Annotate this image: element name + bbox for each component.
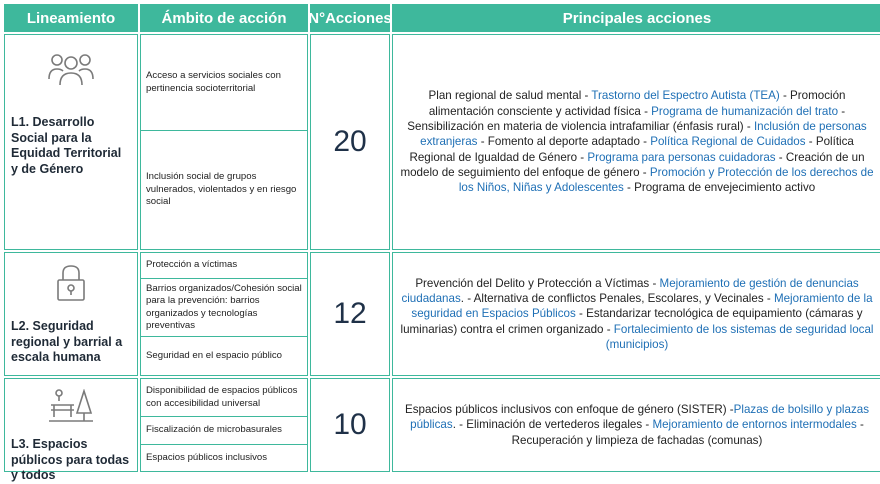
acciones-text — [396, 88, 878, 195]
action-text: Prevención del Delito y Protección a Víctimas - — [415, 276, 660, 290]
action-highlight: Inclusión de personas extranjeras — [420, 120, 867, 149]
n-acciones-l1: 20 — [310, 34, 390, 250]
action-highlight: Programa para personas cuidadoras — [587, 150, 776, 164]
lineamiento-label: L3. Espacios públicos para todas y todos — [11, 437, 130, 483]
ambito-item: Fiscalización de microbasurales — [141, 417, 307, 445]
acciones-cell-l1 — [392, 34, 880, 250]
action-highlight: Fortalecimiento de los sistemas de seguridad local (municipios) — [605, 322, 874, 351]
acciones-cell-l3 — [392, 378, 880, 472]
action-highlight: Plazas de bolsillo y plazas públicas — [410, 403, 869, 432]
people-group-icon — [11, 51, 131, 91]
acciones-text — [396, 276, 878, 352]
n-acciones-l2: 12 — [310, 252, 390, 376]
acciones-cell-l2 — [392, 252, 880, 376]
padlock-icon — [11, 263, 131, 303]
header-n-acciones: N°Acciones — [310, 4, 390, 32]
lineamiento-cell-l3 — [4, 378, 138, 483]
actions-table — [4, 4, 876, 483]
ambito-cell-l2 — [140, 252, 308, 376]
action-highlight: Promoción y Protección de los derechos de los Niños, Niñas y Adolescentes — [458, 165, 874, 195]
n-acciones-l3: 10 — [310, 378, 390, 472]
action-text: - Promoción alimentación consciente y actividad física - — [428, 89, 846, 118]
action-text: - Programa de envejecimiento activo — [623, 181, 816, 195]
ambito-cell-l1 — [140, 34, 308, 250]
action-text: Plan regional de salud mental - — [428, 89, 592, 103]
lineamiento-cell-l2 — [4, 252, 138, 376]
action-highlight: Mejoramiento de gestión de denuncias ciudadanas — [401, 276, 859, 306]
action-highlight: Mejoramiento de entornos intermodales — [652, 418, 857, 432]
action-highlight: Política Regional de Cuidados — [650, 135, 806, 149]
lineamiento-cell-l1 — [4, 34, 138, 250]
action-text: Espacios públicos inclusivos con enfoque de género (SISTER) - — [404, 403, 734, 417]
action-text: - Recuperación y limpieza de fachadas (comunas) — [511, 418, 864, 447]
action-highlight: Programa de humanización del trato — [651, 104, 839, 118]
ambito-item: Acceso a servicios sociales con pertinencia socioterritorial — [141, 35, 307, 131]
ambito-item: Espacios públicos inclusivos — [146, 451, 268, 463]
lineamiento-label: L1. Desarrollo Social para la Equidad Territorial y de Género — [11, 115, 122, 176]
header-principales-acciones: Principales acciones — [392, 4, 880, 32]
header-ambito: Ámbito de acción — [140, 4, 308, 32]
acciones-text — [396, 402, 878, 448]
action-text: - Sensibilización en materia de violencia intrafamiliar (énfasis rural) - — [407, 104, 846, 134]
ambito-cell-l3 — [140, 378, 308, 472]
action-text: - Política Regional de Igualdad de Género - — [409, 135, 854, 164]
ambito-item: Disponibilidad de espacios públicos con accesibilidad universal — [141, 379, 307, 417]
header-lineamiento: Lineamiento — [4, 4, 138, 32]
park-bench-tree-icon — [11, 389, 131, 423]
action-highlight: Mejoramiento de la seguridad en Espacios Públicos — [411, 292, 873, 321]
action-text: . - Eliminación de vertederos ilegales - — [452, 418, 653, 432]
action-text: - Fomento al deporte adaptado - — [477, 135, 651, 149]
action-text: - Creación de un modelo de seguimiento del enfoque de género - — [400, 150, 865, 179]
action-highlight: Trastorno del Espectro Autista (TEA) — [591, 89, 780, 103]
ambito-item: Inclusión social de grupos vulnerados, violentados y en riesgo social — [146, 171, 297, 208]
lineamiento-label: L2. Seguridad regional y barrial a escala humana — [11, 319, 123, 365]
ambito-item: Seguridad en el espacio público — [146, 349, 283, 361]
action-text: - Estandarizar tecnológica de equipamiento (cámaras y luminarias) contra el crimen organizado - — [400, 307, 863, 336]
ambito-item: Barrios organizados/Cohesión social para la prevención: barrios organizados y tecnologías preventivas — [141, 279, 307, 337]
action-text: . - Alternativa de conflictos Penales, Escolares, y Vecinales - — [460, 292, 774, 306]
ambito-item: Protección a víctimas — [141, 253, 307, 279]
